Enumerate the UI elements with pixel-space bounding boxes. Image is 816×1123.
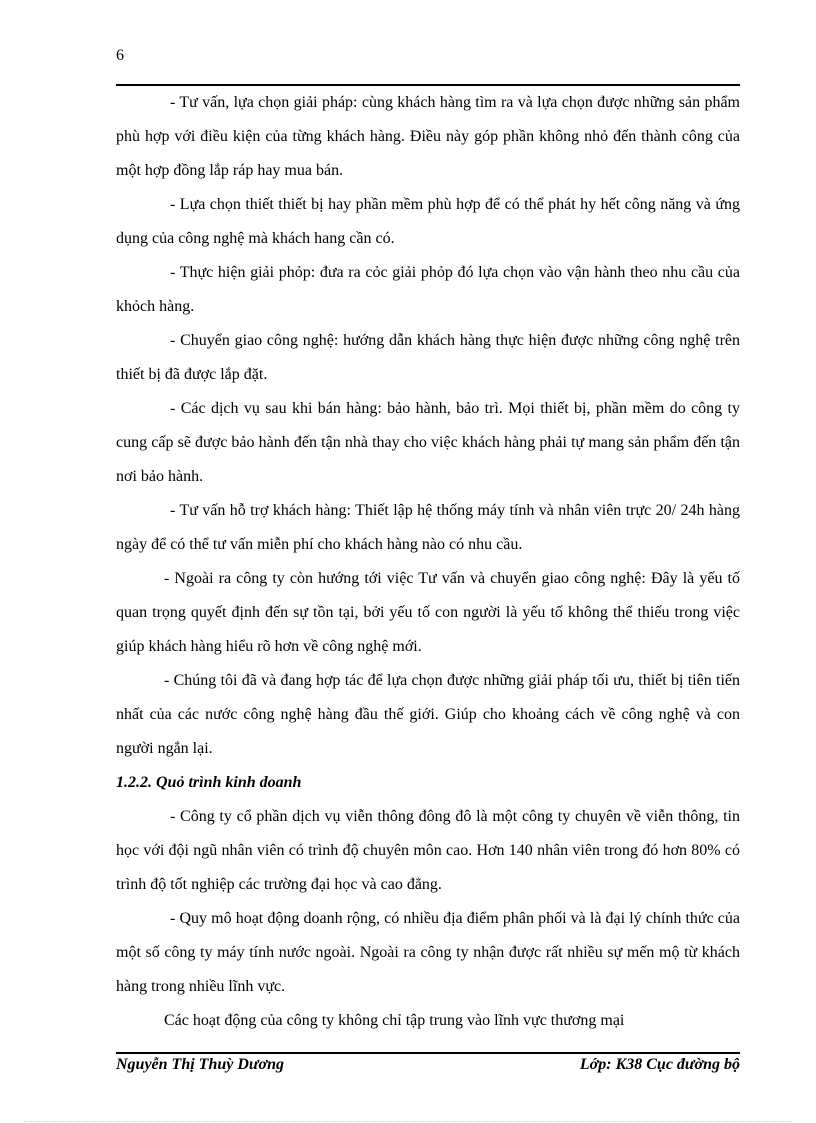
page-footer (116, 1056, 740, 1074)
paragraph-operation-scale: - Quy mô hoạt động doanh rộng, có nhiều địa điểm phân phối và là đại lý chính thức của một số công ty máy tính nước ngoài. Ngoài ra công ty nhận được rất nhiều sự mến mộ từ khách hàng trong nhiều lĩnh vực. (116, 910, 740, 995)
paragraph-solution-implementation: - Thực hiện giải phỏp: đưa ra cỏc giải phỏp đó lựa chọn vào vận hành theo nhu cầu của khỏch hàng. (116, 264, 740, 315)
footer-class: Lớp: K38 Cục đường bộ (579, 1056, 740, 1073)
page-bottom-edge (24, 1121, 792, 1122)
paragraph-equipment-selection: - Lựa chọn thiết thiết bị hay phần mềm phù hợp để có thể phát hy hết công năng và ứng dụng của công nghệ mà khách hang cần có. (116, 196, 740, 247)
footer-author: Nguyễn Thị Thuỳ Dương (116, 1056, 284, 1073)
paragraph-consulting-solutions: - Tư vấn, lựa chọn giải pháp: cùng khách hàng tìm ra và lựa chọn được những sản phẩm phù hợp với điều kiện của từng khách hàng. Điều này góp phần không nhỏ đến thành công của một hợp đồng lắp ráp hay mua bán. (116, 94, 740, 179)
document-body (116, 86, 740, 1038)
footer-divider (116, 1052, 740, 1054)
paragraph-cooperation: - Chúng tôi đã và đang hợp tác để lựa chọn được những giải pháp tối ưu, thiết bị tiên tiến nhất của các nước công nghệ hàng đầu thế giới. Giúp cho khoảng cách về công nghệ và con người ngắn lại. (116, 672, 740, 757)
page-number: 6 (116, 47, 124, 64)
paragraph-technology-transfer: - Chuyển giao công nghệ: hướng dẫn khách hàng thực hiện được những công nghệ trên thiết bị đã được lắp đặt. (116, 332, 740, 383)
paragraph-activities: Các hoạt động của công ty không chỉ tập trung vào lĩnh vực thương mại (164, 1012, 625, 1029)
section-heading: 1.2.2. Quỏ trình kinh doanh (116, 774, 302, 791)
paragraph-after-sales: - Các dịch vụ sau khi bán hàng: bảo hành, bảo trì. Mọi thiết bị, phần mềm do công ty cung cấp sẽ được bảo hành đến tận nhà thay cho việc khách hàng phải tự mang sản phẩm đến tận nơi bảo hành. (116, 400, 740, 485)
paragraph-consulting-transfer: - Ngoài ra công ty còn hướng tới việc Tư vấn và chuyển giao công nghệ: Đây là yếu tố quan trọng quyết định đến sự tồn tại, bởi yếu tố con người là yếu tố không thể thiếu trong việc giúp khách hàng hiểu rõ hơn về công nghệ mới. (116, 570, 740, 655)
paragraph-customer-support: - Tư vấn hỗ trợ khách hàng: Thiết lập hệ thống máy tính và nhân viên trực 20/ 24h hàng ngày để có thể tư vấn miễn phí cho khách hàng nào có nhu cầu. (116, 502, 740, 553)
paragraph-company-profile: - Công ty cổ phần dịch vụ viễn thông đông đô là một công ty chuyên về viễn thông, tin học với đội ngũ nhân viên có trình độ chuyên môn cao. Hơn 140 nhân viên trong đó hơn 80% có trình độ tốt nghiệp các trường đại học và cao đẳng. (116, 808, 740, 893)
